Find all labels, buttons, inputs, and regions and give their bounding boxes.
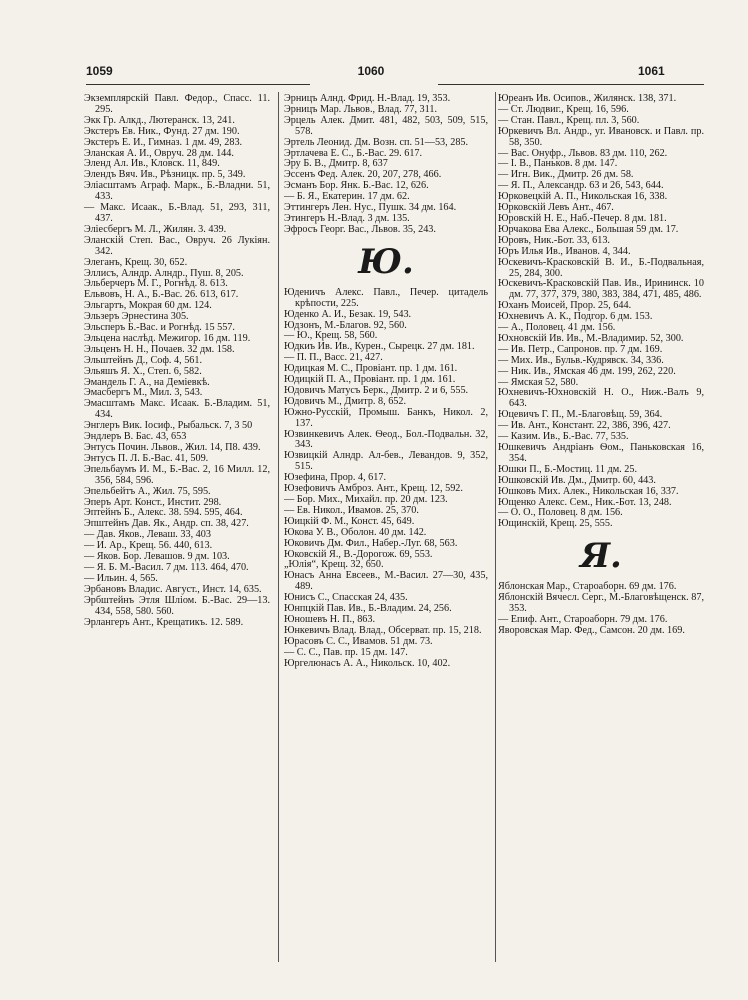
directory-entry: Экк Гр. Алкд., Лютеранск. 13, 241.: [84, 114, 235, 126]
directory-entry: Яворовская Мар. Фед., Самсон. 20 дм. 169.: [498, 624, 685, 636]
directory-entry: Юровъ, Ник.-Бот. 33, 613.: [498, 234, 610, 246]
directory-entry: — Б. Я., Екатерин. 17 дм. 62.: [284, 191, 410, 203]
directory-entry: — Ю., Крещ. 58, 560.: [284, 330, 378, 342]
directory-entry: Юхневичъ А. К., Подгор. 6 дм. 153.: [498, 311, 653, 323]
directory-entry: Эссенъ Фед. Алек. 20, 207, 278, 466.: [284, 169, 442, 181]
directory-entry: Эрницъ Алнд. Фрид. Н.-Влад. 19, 353.: [284, 93, 451, 104]
directory-entry: Эптейнъ Б., Алекс. 38. 594. 595, 464.: [84, 507, 243, 519]
column-divider: [278, 92, 279, 962]
directory-entry: — О. О., Половец. 8 дм. 156.: [498, 507, 623, 519]
directory-entry: Юдкиъ Ив. Ив., Курен., Сырецк. 27 дм. 181.: [284, 341, 475, 353]
section-heading: Ю.: [358, 241, 414, 282]
directory-entry: — Ив. Петр., Сапронов. пр. 7 дм. 169.: [498, 343, 663, 355]
directory-entry: — Ник. Ив., Ямская 46 дм. 199, 262, 220.: [498, 365, 676, 377]
directory-entry: Эперъ Арт. Конст., Инстит. 298.: [84, 496, 222, 508]
directory-entry: Эллисъ, Алндр. Алндр., Пуш. 8, 205.: [84, 267, 244, 279]
directory-entry: — Епиф. Ант., Староаборн. 79 дм. 176.: [498, 613, 668, 625]
directory-entry: Ельвовъ, Н. А., Б.-Вас. 26. 613, 617.: [84, 289, 239, 301]
page-number-left: 1059: [86, 64, 113, 78]
directory-entry: Юскевичъ-Красковскій В. И., Б.-Подвальная, 25, 284, 300.: [498, 256, 704, 279]
directory-entry: Юзвинкевичъ Алек. Ѳеод., Бол.-Подвальн. 32, 343.: [284, 428, 488, 451]
directory-entry: Эланская А. И., Овруч. 28 дм. 144.: [84, 147, 234, 159]
directory-entry: Юшковъ Мих. Алек., Никольская 16, 337.: [498, 485, 679, 497]
directory-entry: Юдицкая М. С., Провіант. пр. 1 дм. 161.: [284, 363, 458, 375]
directory-entry: Эльзеръ Эрнестина 305.: [84, 311, 189, 323]
directory-entry: Элеганъ, Крещ. 30, 652.: [84, 256, 188, 268]
directory-entry: — П. П., Васс. 21, 427.: [284, 352, 383, 364]
directory-entry: Эфросъ Георг. Вас., Львов. 35, 243.: [284, 223, 436, 235]
directory-entry: Эру Б. В., Дмитр. 8, 637: [284, 158, 388, 170]
directory-entry: Эліасштамъ Аграф. Марк., Б.-Владни. 51, 433.: [84, 180, 270, 203]
directory-entry: Эльсперъ Б.-Вас. и Рогнѣд. 15 557.: [84, 322, 235, 334]
directory-entry: Энглеръ Вик. Іосиф., Рыбальск. 7, 3 50: [84, 420, 253, 432]
directory-entry: — Вас. Онуфр., Львов. 83 дм. 110, 262.: [498, 147, 668, 159]
directory-entry: — Ив. Ант., Констант. 22, 386, 396, 427.: [498, 420, 671, 432]
directory-entry: Юковскій Я., В.-Дорогож. 69, 553.: [284, 548, 433, 560]
directory-entry: — Мих. Ив., Бульв.-Кудрявск. 34, 336.: [498, 354, 664, 366]
page-number-right: 1061: [638, 64, 665, 78]
directory-entry: Яблонскій Вячесл. Серг., М.-Благовѣщенск. 87, 353.: [498, 592, 704, 615]
directory-entry: — Я. Б. М.-Васил. 7 дм. 113. 464, 470.: [84, 561, 249, 573]
directory-entry: Эрлангеръ Ант., Крещатикъ. 12. 589.: [84, 616, 244, 628]
directory-entry: Энтусъ П. Л. Б.-Вас. 41, 509.: [84, 452, 209, 464]
directory-entry: Эпштейнъ Дав. Як., Андр. сп. 38, 427.: [84, 518, 249, 530]
directory-entry: Юреанъ Ив. Осипов., Жилянск. 138, 371.: [498, 93, 677, 104]
directory-entry: Юхневичъ-Юхновскій Н. О., Ниж.-Валъ 9, 643.: [498, 387, 704, 410]
directory-entry: — А., Половец. 41 дм. 156.: [498, 322, 616, 334]
section-heading: Я.: [580, 536, 622, 577]
directory-entry: Эттингеръ Лен. Нус., Пушк. 34 дм. 164.: [284, 202, 457, 214]
directory-entry: Юзефина, Прор. 4, 617.: [284, 472, 387, 484]
directory-entry: Юдовичъ Матусъ Берк., Дмитр. 2 и 6, 555.: [284, 384, 469, 396]
directory-entry: Энтусъ Почин. Львов., Жил. 14, П8. 439.: [84, 442, 261, 453]
directory-entry: Юнкевичъ Влад. Влад., Обсерват. пр. 15, 218.: [284, 624, 482, 636]
column-2-top-entries: [284, 94, 488, 236]
directory-entry: — Стан. Павл., Крещ. пл. 3, 560.: [498, 114, 640, 126]
directory-entry: Юношевъ Н. П., 863.: [284, 613, 376, 625]
directory-entry: — Игн. Вик., Дмитр. 26 дм. 58.: [498, 169, 634, 181]
directory-entry: Юнасъ Анна Евсеев., М.-Васил. 27—30, 435, 489.: [284, 570, 488, 593]
directory-entry: Экстеръ Е. И., Гимназ. 1 дм. 49, 283.: [84, 136, 243, 148]
directory-entry: Юзвицкій Алндр. Ал-бев., Левандов. 9, 352, 515.: [284, 450, 488, 473]
directory-entry: Юханъ Моисей, Прор. 25, 644.: [498, 300, 632, 312]
directory-entry: Юдовичъ М., Дмитр. 8, 652.: [284, 395, 407, 407]
directory-entry: Южно-Русскій, Промыш. Банкъ, Никол. 2, 137.: [284, 406, 488, 429]
directory-entry: Юшки П., Б.-Мостиц. 11 дм. 25.: [498, 463, 637, 475]
directory-entry: Юденко А. И., Безак. 19, 543.: [284, 308, 412, 320]
directory-entry: Эліесбергъ М. Л., Жилян. 3. 439.: [84, 223, 227, 235]
directory-entry: Эсманъ Бор. Янк. Б.-Вас. 12, 626.: [284, 180, 429, 192]
directory-entry: Эленд Ал. Ив., Кловск. 11, 849.: [84, 158, 220, 170]
page-number-center: 1060: [357, 64, 385, 78]
directory-entry: Этингеръ Н.-Влад. 3 дм. 135.: [284, 212, 410, 224]
directory-entry: Эрницъ Мар. Львов., Влад. 77, 311.: [284, 103, 438, 115]
header-rule-right: [438, 84, 704, 85]
directory-entry: Эрбштейнъ Этля Шліом. Б.-Вас. 29—13. 434, 558, 580. 560.: [84, 594, 270, 617]
column-2-bottom-entries: [284, 288, 488, 670]
directory-entry: Экстеръ Ев. Ник., Фунд. 27 дм. 190.: [84, 125, 240, 137]
directory-entry: Юровскій Н. Е., Наб.-Печер. 8 дм. 181.: [498, 212, 667, 224]
directory-entry: — Ст. Людвиг., Крещ. 16, 596.: [498, 103, 629, 115]
directory-entry: Юдзонъ, М.-Благов. 92, 560.: [284, 319, 407, 331]
directory-entry: Эрбановъ Владис. Август., Инст. 14, 635.: [84, 583, 262, 595]
directory-entry: Юденичъ Алекс. Павл., Печер. цитадель крѣпости, 225.: [284, 286, 488, 309]
column-2: [284, 94, 488, 670]
directory-entry: Юркевичъ Вл. Андр., уг. Ивановск. и Павл. пр. 58, 350.: [498, 125, 704, 148]
directory-entry: Экземплярскiй Павл. Федор., Спасс. 11. 295.: [84, 93, 270, 115]
directory-entry: Юцевичъ Г. П., М.-Благовѣщ. 59, 364.: [498, 409, 663, 421]
column-3-top-entries: [498, 94, 704, 530]
column-1: [84, 94, 270, 628]
directory-entry: Юргелюнасъ А. А., Никольск. 10, 402.: [284, 657, 451, 669]
column-divider: [495, 92, 496, 962]
directory-entry: Юскевичъ-Красковскій Пав. Ив., Ирининск. 10 дм. 77, 377, 379, 380, 383, 384, 471, 485, 486.: [498, 278, 704, 301]
directory-entry: Юръ Илья Ив., Иванов. 4, 344.: [498, 245, 631, 257]
directory-entry: — Я. П., Александр. 63 и 26, 543, 644.: [498, 180, 664, 192]
directory-entry: Юшкевичъ Андріанъ Ѳом., Паньковская 16, 354.: [498, 442, 704, 464]
directory-entry: — Яков. Бор. Левашов. 9 дм. 103.: [84, 551, 230, 563]
directory-entry: Юнисъ С., Спасская 24, 435.: [284, 592, 408, 604]
directory-entry: Юицкій Ф. М., Конст. 45, 649.: [284, 515, 415, 527]
directory-entry: — Ильин. 4, 565.: [84, 572, 158, 584]
directory-entry: Эмандель Г. А., на Деміевкѣ.: [84, 376, 210, 388]
directory-entry: Эльцена наслѣд. Межигор. 16 дм. 119.: [84, 332, 251, 344]
directory-entry: Юшковскій Ив. Дм., Дмитр. 60, 443.: [498, 474, 656, 486]
directory-entry: Эртель Леонид. Дм. Возн. сп. 51—53, 285.: [284, 136, 469, 148]
directory-entry: Эльштейнъ Д., Соф. 4, 561.: [84, 354, 203, 366]
directory-entry: Юрасовъ С. С., Ивамов. 51 дм. 73.: [284, 635, 433, 647]
directory-entry: — И. Ар., Крещ. 56. 440, 613.: [84, 540, 213, 552]
directory-entry: Эльгартъ, Мокрая 60 дм. 124.: [84, 300, 212, 312]
directory-entry: Эльяшъ Я. Х., Степ. 6, 582.: [84, 365, 202, 377]
directory-entry: Эртлачева Е. С., Б.-Вас. 29. 617.: [284, 147, 423, 159]
directory-entry: — Бор. Мих., Михайл. пр. 20 дм. 123.: [284, 494, 448, 505]
directory-entry: Эмасбергъ М., Мил. 3, 543.: [84, 387, 203, 399]
directory-entry: Эмасштамъ Макс. Исаак. Б.-Владим. 51, 434.: [84, 398, 270, 421]
directory-entry: — Ямская 52, 580.: [498, 376, 579, 388]
directory-entry: — Казим. Ив., Б.-Вас. 77, 535.: [498, 431, 629, 443]
directory-entry: — Дав. Яков., Леваш. 33, 403: [84, 529, 211, 541]
directory-entry: Юковичъ Дм. Фил., Набер.-Луг. 68, 563.: [284, 537, 458, 549]
directory-entry: Юнпцкій Пав. Ив., Б.-Владим. 24, 256.: [284, 603, 452, 615]
directory-entry: — I. В., Паньков. 8 дм. 147.: [498, 158, 618, 170]
directory-entry: Юзефовичъ Амброз. Ант., Крещ. 12, 592.: [284, 483, 463, 495]
directory-entry: Юрчакова Ева Алекс., Большая 59 дм. 17.: [498, 223, 679, 235]
directory-entry: Эльценъ Н. Н., Почаев. 32 дм. 158.: [84, 343, 235, 355]
column-3: [498, 94, 704, 637]
directory-entry: Ющенко Алекс. Сем., Ник.-Бот. 13, 248.: [498, 496, 672, 508]
directory-entry: Яблонская Мар., Староаборн. 69 дм. 176.: [498, 581, 677, 593]
directory-entry: — С. С., Пав. пр. 15 дм. 147.: [284, 646, 408, 658]
directory-entry: „Юлія“, Крещ. 32, 650.: [284, 559, 384, 571]
directory-entry: — Макс. Исаак., Б.-Влад. 51, 293, 311, 437.: [84, 202, 270, 224]
directory-entry: Эпельбаумъ И. М., Б.-Вас. 2, 16 Милл. 12, 356, 584, 596.: [84, 463, 270, 486]
directory-entry: Эльберчеръ М. Г., Рогнѣд. 8. 613.: [84, 278, 228, 290]
directory-entry: Эпельбейтъ А., Жил. 75, 595.: [84, 485, 211, 497]
directory-entry: Эндлеръ В. Бас. 43, 653: [84, 431, 187, 443]
directory-entry: Юдицкій П. А., Провіант. пр. 1 дм. 161.: [284, 374, 456, 386]
directory-entry: Юрковскій Левъ Ант., 467.: [498, 202, 614, 214]
directory-entry: Юкова У. В., Оболон. 40 дм. 142.: [284, 526, 427, 538]
header-rule-left: [86, 84, 310, 85]
column-3-bottom-entries: [498, 582, 704, 637]
directory-entry: Элендъ Вяч. Ив., Рѣзницк. пр. 5, 349.: [84, 169, 246, 181]
directory-entry: Эрцель Алек. Дмит. 481, 482, 503, 509, 515, 578.: [284, 114, 488, 137]
directory-entry: Ющинскій, Крещ. 25, 555.: [498, 518, 613, 530]
directory-entry: Эланскій Степ. Вас., Овруч. 26 Лукіян. 342.: [84, 234, 270, 257]
directory-entry: Юхновскій Ив. Ив., М.-Владимир. 52, 300.: [498, 332, 684, 344]
directory-entry: Юрковецкій А. П., Никольская 16, 338.: [498, 191, 668, 203]
directory-entry: — Ев. Никол., Ивамов. 25, 370.: [284, 504, 419, 516]
